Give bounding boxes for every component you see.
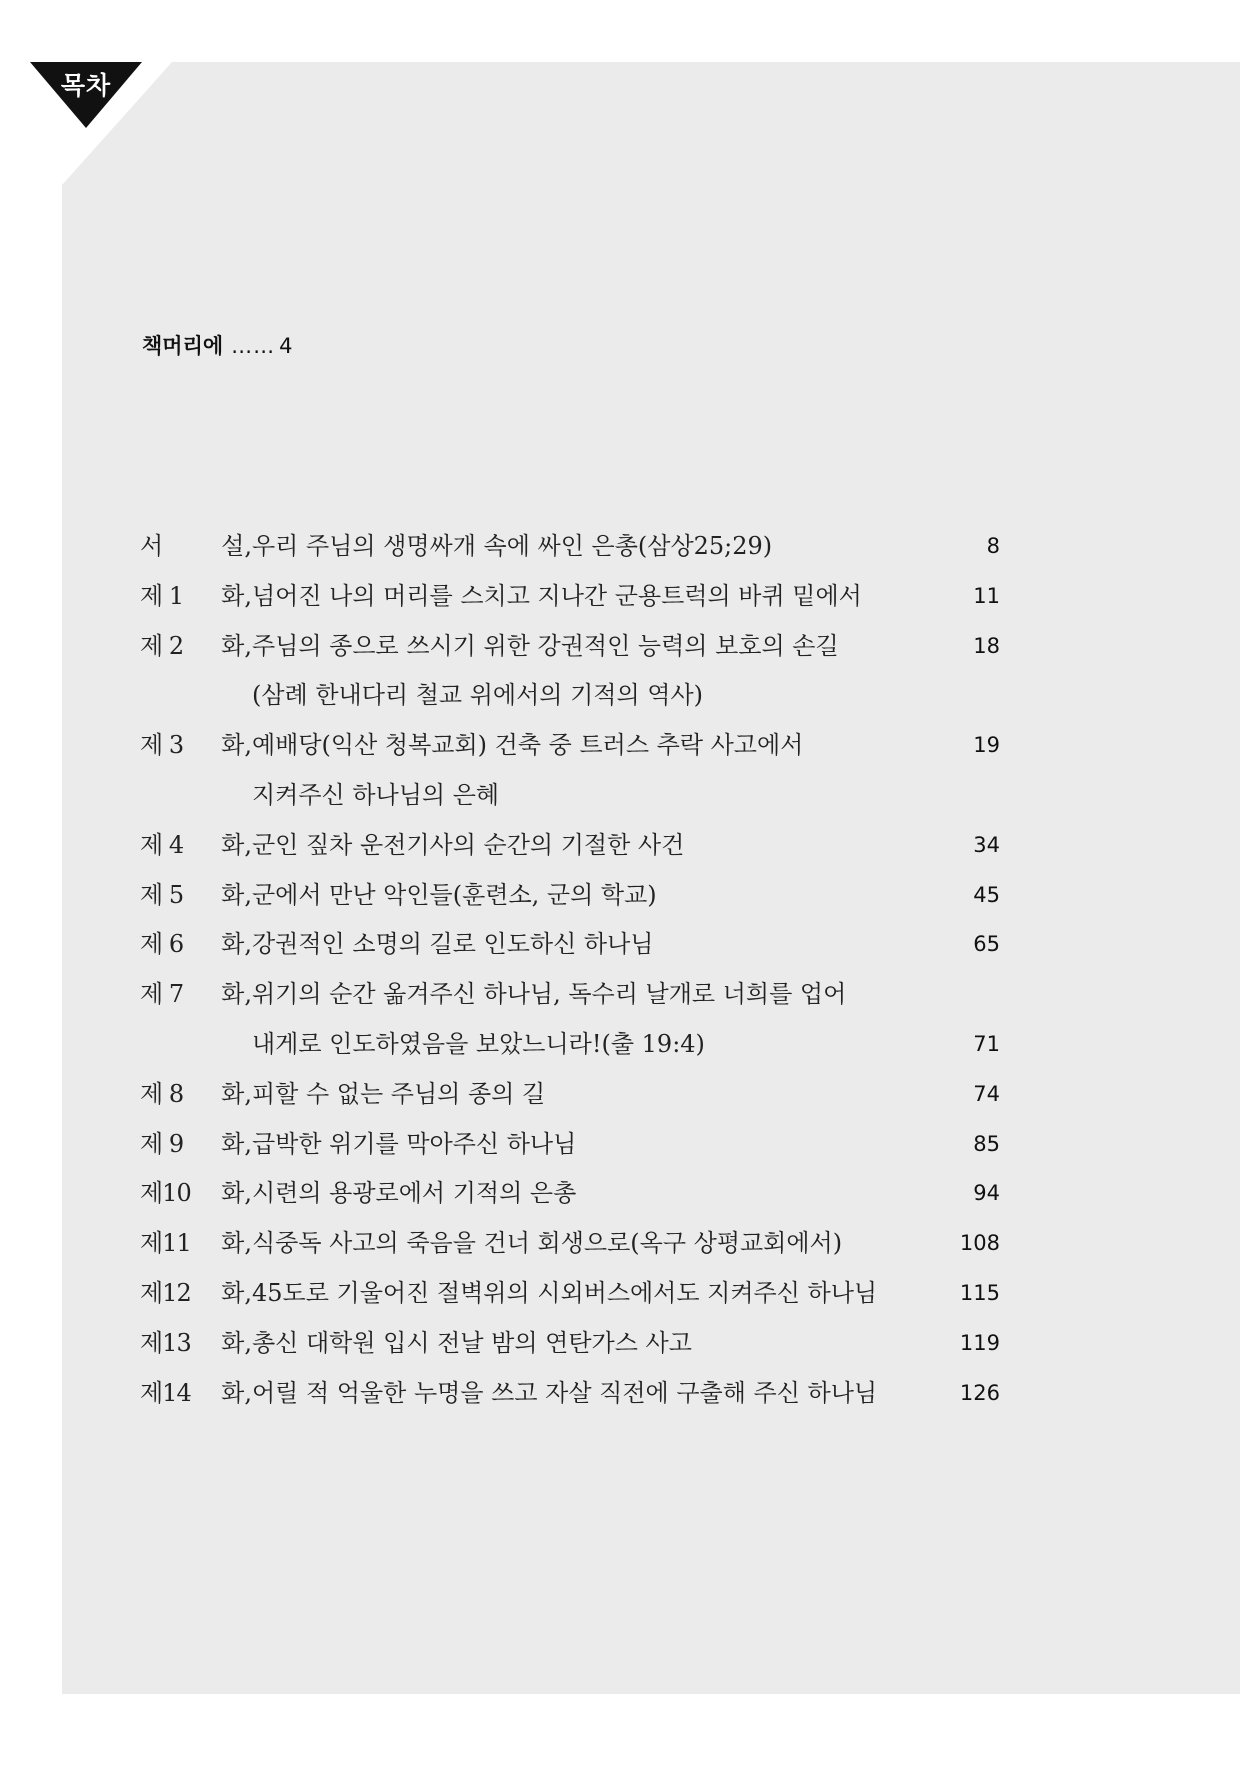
episode-label: 제 6 화, [140, 930, 252, 959]
page-number: 65 [973, 932, 1000, 957]
page-number: 18 [973, 633, 1000, 658]
episode-title: 위기의 순간 옮겨주신 하나님, 독수리 날개로 너희를 업어 [252, 980, 847, 1009]
toc-row[interactable] [140, 1070, 1000, 1120]
episode-label: 제 9 화, [140, 1129, 252, 1158]
episode-title: 예배당(익산 청복교회) 건축 중 트러스 추락 사고에서 [252, 731, 804, 760]
page-number: 115 [959, 1280, 1000, 1305]
episode-label: 제 8 화, [140, 1079, 252, 1108]
table-of-contents [140, 522, 1000, 1418]
episode-title: 주님의 종으로 쓰시기 위한 강권적인 능력의 보호의 손길 [252, 631, 839, 660]
episode-label: 제 5 화, [140, 880, 252, 909]
page-number: 34 [973, 832, 1000, 857]
toc-row-continuation[interactable] [140, 671, 1000, 721]
page-number: 71 [973, 1031, 1000, 1056]
toc-row[interactable] [140, 1169, 1000, 1219]
episode-label: 서 설, [140, 532, 252, 560]
page-number: 74 [973, 1081, 1000, 1106]
toc-row[interactable] [140, 970, 1000, 1020]
episode-label: 제14 화, [140, 1378, 252, 1407]
toc-row[interactable] [140, 1269, 1000, 1319]
page-number: 119 [959, 1330, 1000, 1355]
episode-label: 제10 화, [140, 1179, 252, 1208]
episode-label: 제 3 화, [140, 731, 252, 760]
toc-row[interactable] [140, 522, 1000, 572]
toc-row[interactable] [140, 1369, 1000, 1419]
toc-row[interactable] [140, 622, 1000, 672]
toc-row[interactable] [140, 920, 1000, 970]
preface-page-number: 4 [279, 334, 293, 358]
episode-label: 제 1 화, [140, 581, 252, 610]
toc-row[interactable] [140, 1120, 1000, 1170]
episode-title: 급박한 위기를 막아주신 하나님 [252, 1129, 577, 1158]
toc-badge-label: 목차 [60, 71, 112, 100]
episode-label: 제12 화, [140, 1278, 252, 1307]
episode-title: 45도로 기울어진 절벽위의 시외버스에서도 지켜주신 하나님 [252, 1278, 878, 1307]
episode-label: 제 2 화, [140, 631, 252, 660]
episode-title: 식중독 사고의 죽음을 건너 회생으로(옥구 상평교회에서) [252, 1229, 843, 1258]
episode-title: 강권적인 소명의 길로 인도하신 하나님 [252, 930, 654, 959]
episode-title: 내게로 인도하였음을 보았느니라!(출 19:4) [252, 1029, 705, 1058]
page-number: 11 [973, 583, 1000, 608]
episode-label: 제13 화, [140, 1328, 252, 1357]
page-number: 108 [959, 1231, 1000, 1256]
toc-row[interactable] [140, 721, 1000, 771]
episode-label: 제11 화, [140, 1229, 252, 1258]
episode-title: 어릴 적 억울한 누명을 쓰고 자살 직전에 구출해 주신 하나님 [252, 1378, 878, 1407]
toc-row-continuation[interactable] [140, 771, 1000, 821]
toc-row[interactable] [140, 1219, 1000, 1269]
episode-label: 제 7 화, [140, 980, 252, 1009]
episode-title: 피할 수 없는 주님의 종의 길 [252, 1079, 546, 1108]
toc-row[interactable] [140, 572, 1000, 622]
episode-title: 넘어진 나의 머리를 스치고 지나간 군용트럭의 바퀴 밑에서 [252, 581, 862, 610]
episode-title: (삼례 한내다리 철교 위에서의 기적의 역사) [252, 681, 703, 710]
episode-title: 시련의 용광로에서 기적의 은총 [252, 1179, 577, 1208]
toc-row-continuation[interactable] [140, 1020, 1000, 1070]
preface-leader-dots: …… [231, 334, 276, 358]
page-number: 8 [986, 534, 1000, 558]
toc-row[interactable] [140, 871, 1000, 921]
page-number: 94 [973, 1181, 1000, 1206]
preface-entry[interactable] [142, 330, 293, 360]
episode-title: 군인 짚차 운전기사의 순간의 기절한 사건 [252, 830, 685, 859]
toc-row[interactable] [140, 821, 1000, 871]
page-number: 126 [959, 1380, 1000, 1405]
toc-row[interactable] [140, 1319, 1000, 1369]
preface-title: 책머리에 [142, 334, 224, 358]
page-number: 45 [973, 882, 1000, 907]
episode-title: 군에서 만난 악인들(훈련소, 군의 학교) [252, 880, 657, 909]
episode-title: 총신 대학원 입시 전날 밤의 연탄가스 사고 [252, 1328, 692, 1357]
page-number: 19 [973, 733, 1000, 758]
episode-label: 제 4 화, [140, 830, 252, 859]
episode-title: 지켜주신 하나님의 은혜 [252, 780, 500, 809]
episode-title: 우리 주님의 생명싸개 속에 싸인 은총(삼상25;29) [252, 532, 773, 560]
page-number: 85 [973, 1131, 1000, 1156]
